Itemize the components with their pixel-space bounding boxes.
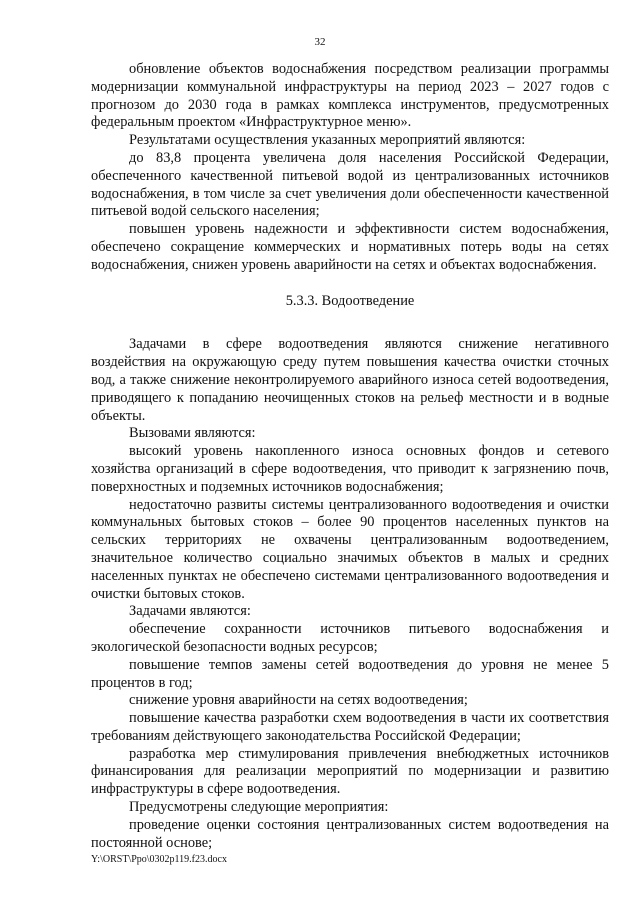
- paragraph: обеспечение сохранности источников питьевого водоснабжения и экологической безопасности водных ресурсов;: [91, 621, 609, 655]
- paragraph: повышение темпов замены сетей водоотведения до уровня не менее 5 процентов в год;: [91, 656, 609, 691]
- paragraph: повышен уровень надежности и эффективности систем водоснабжения, обеспечено сокращение коммерческих и нормативных потерь воды на сетях водоснабжения, снижен уровень аварийности на сетях и объектах водоснабжения.: [91, 221, 609, 273]
- paragraph: обновление объектов водоснабжения посредством реализации программы модернизации коммунальной инфраструктуры на период 2023 – 2027 годов с прогнозом до 2030 года в рамках комплекса инструментов, предусмотренных федеральным проектом «Инфраструктурное меню».: [91, 61, 609, 131]
- paragraph: разработка мер стимулирования привлечения внебюджетных источников финансирования для реализации мероприятий по модернизации и развитию инфраструктуры в сфере водоотведения.: [91, 745, 609, 798]
- paragraph: Предусмотрены следующие мероприятия:: [129, 799, 389, 816]
- section-heading: 5.3.3. Водоотведение: [285, 292, 415, 309]
- paragraph: Задачами в сфере водоотведения являются снижение негативного воздействия на окружающую среду путем повышения качества очистки сточных вод, а также снижение неконтролируемого аварийного износа сетей водоотведения, приводящего к попаданию неочищенных стоков на рельеф местности и в водные объекты.: [91, 336, 609, 424]
- paragraph: Вызовами являются:: [129, 425, 256, 442]
- paragraph: Задачами являются:: [129, 603, 251, 620]
- paragraph: Результатами осуществления указанных мероприятий являются:: [129, 132, 526, 149]
- paragraph: проведение оценки состояния централизованных систем водоотведения на постоянной основе;: [91, 816, 609, 851]
- paragraph: повышение качества разработки схем водоотведения в части их соответствия требованиям действующего законодательства Российской Федерации;: [91, 710, 609, 744]
- page-number: 32: [314, 36, 326, 48]
- paragraph: до 83,8 процента увеличена доля населения Российской Федерации, обеспеченного качественной питьевой водой из централизованных источников водоснабжения, в том числе за счет увеличения доли обеспеченности качественной питьевой водой сельского населения;: [91, 149, 609, 220]
- document-body: [91, 61, 609, 852]
- paragraph: недостаточно развиты системы централизованного водоотведения и очистки коммунальных бытовых стоков – более 90 процентов населенных пунктов на сельских территориях не охвачены централизованным водоотведением, значительное количество социально значимых объектов в малых и средних населенных пунктах не обеспечено системами централизованного водоотведения и очистки бытовых стоков.: [91, 496, 609, 602]
- paragraph: снижение уровня аварийности на сетях водоотведения;: [129, 692, 468, 709]
- paragraph: высокий уровень накопленного износа основных фондов и сетевого хозяйства организаций в сфере водоотведения, что приводит к загрязнению почв, поверхностных и подземных источников водоснабжения;: [91, 443, 609, 495]
- footer-file-path: Y:\ORST\Ppo\0302p119.f23.docx: [91, 854, 227, 865]
